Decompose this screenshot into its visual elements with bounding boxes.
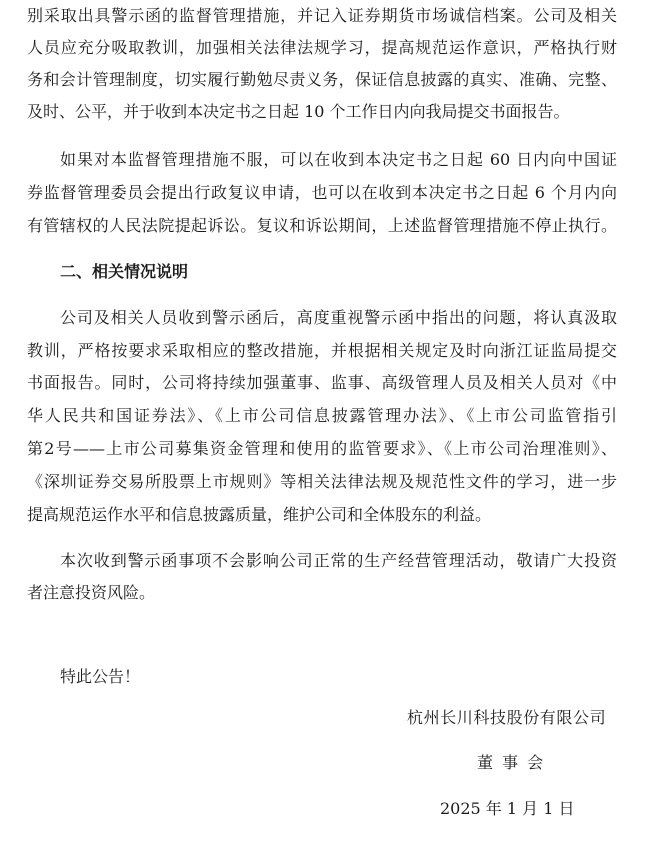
text-line: 务和会计管理制度，切实履行勤勉尽责义务，保证信息披露的真实、准确、完整、 <box>27 70 617 89</box>
text-line: 者注意投资风险。 <box>27 583 156 602</box>
text-line: 有管辖权的人民法院提起诉讼。复议和诉讼期间，上述监督管理措施不停止执行。 <box>27 216 617 235</box>
text-line: 教训，严格按要求采取相应的整改措施，并根据相关规定及时向浙江证监局提交 <box>27 341 617 360</box>
text-line: 提高规范运作水平和信息披露质量，维护公司和全体股东的利益。 <box>27 505 492 524</box>
text-line: 别采取出具警示函的监督管理措施，并记入证券期货市场诚信档案。公司及相关 <box>27 6 617 25</box>
company-name: 杭州长川科技股份有限公司 <box>407 708 607 727</box>
text-line: 书面报告。同时，公司将持续加强董事、监事、高级管理人员及相关人员对《中 <box>27 373 617 392</box>
announcement-date: 2025 年 1 月 1 日 <box>440 799 575 818</box>
text-line: 及时、公平，并于收到本决定书之日起 10 个工作日内向我局提交书面报告。 <box>27 102 570 121</box>
closing-statement: 特此公告！ <box>60 667 141 686</box>
text-line: 人员应充分吸取教训，加强相关法律法规学习，提高规范运作意识，严格执行财 <box>27 38 617 57</box>
section-heading: 二、相关情况说明 <box>60 262 189 281</box>
text-line: 公司及相关人员收到警示函后，高度重视警示函中指出的问题，将认真汲取 <box>60 308 617 327</box>
text-line: 如果对本监督管理措施不服，可以在收到本决定书之日起 60 日内向中国证 <box>60 150 617 169</box>
text-line: 华人民共和国证券法》、《上市公司信息披露管理办法》、《上市公司监管指引 <box>27 406 617 425</box>
text-line: 券监督管理委员会提出行政复议申请，也可以在收到本决定书之日起 6 个月内向 <box>27 183 617 202</box>
board-of-directors: 董 事 会 <box>477 753 546 772</box>
text-line: 第2号——上市公司募集资金管理和使用的监管要求》、《上市公司治理准则》、 <box>27 439 617 458</box>
text-line: 本次收到警示函事项不会影响公司正常的生产经营管理活动，敬请广大投资 <box>60 551 617 570</box>
text-line: 《深圳证券交易所股票上市规则》等相关法律法规及规范性文件的学习，进一步 <box>27 472 617 491</box>
